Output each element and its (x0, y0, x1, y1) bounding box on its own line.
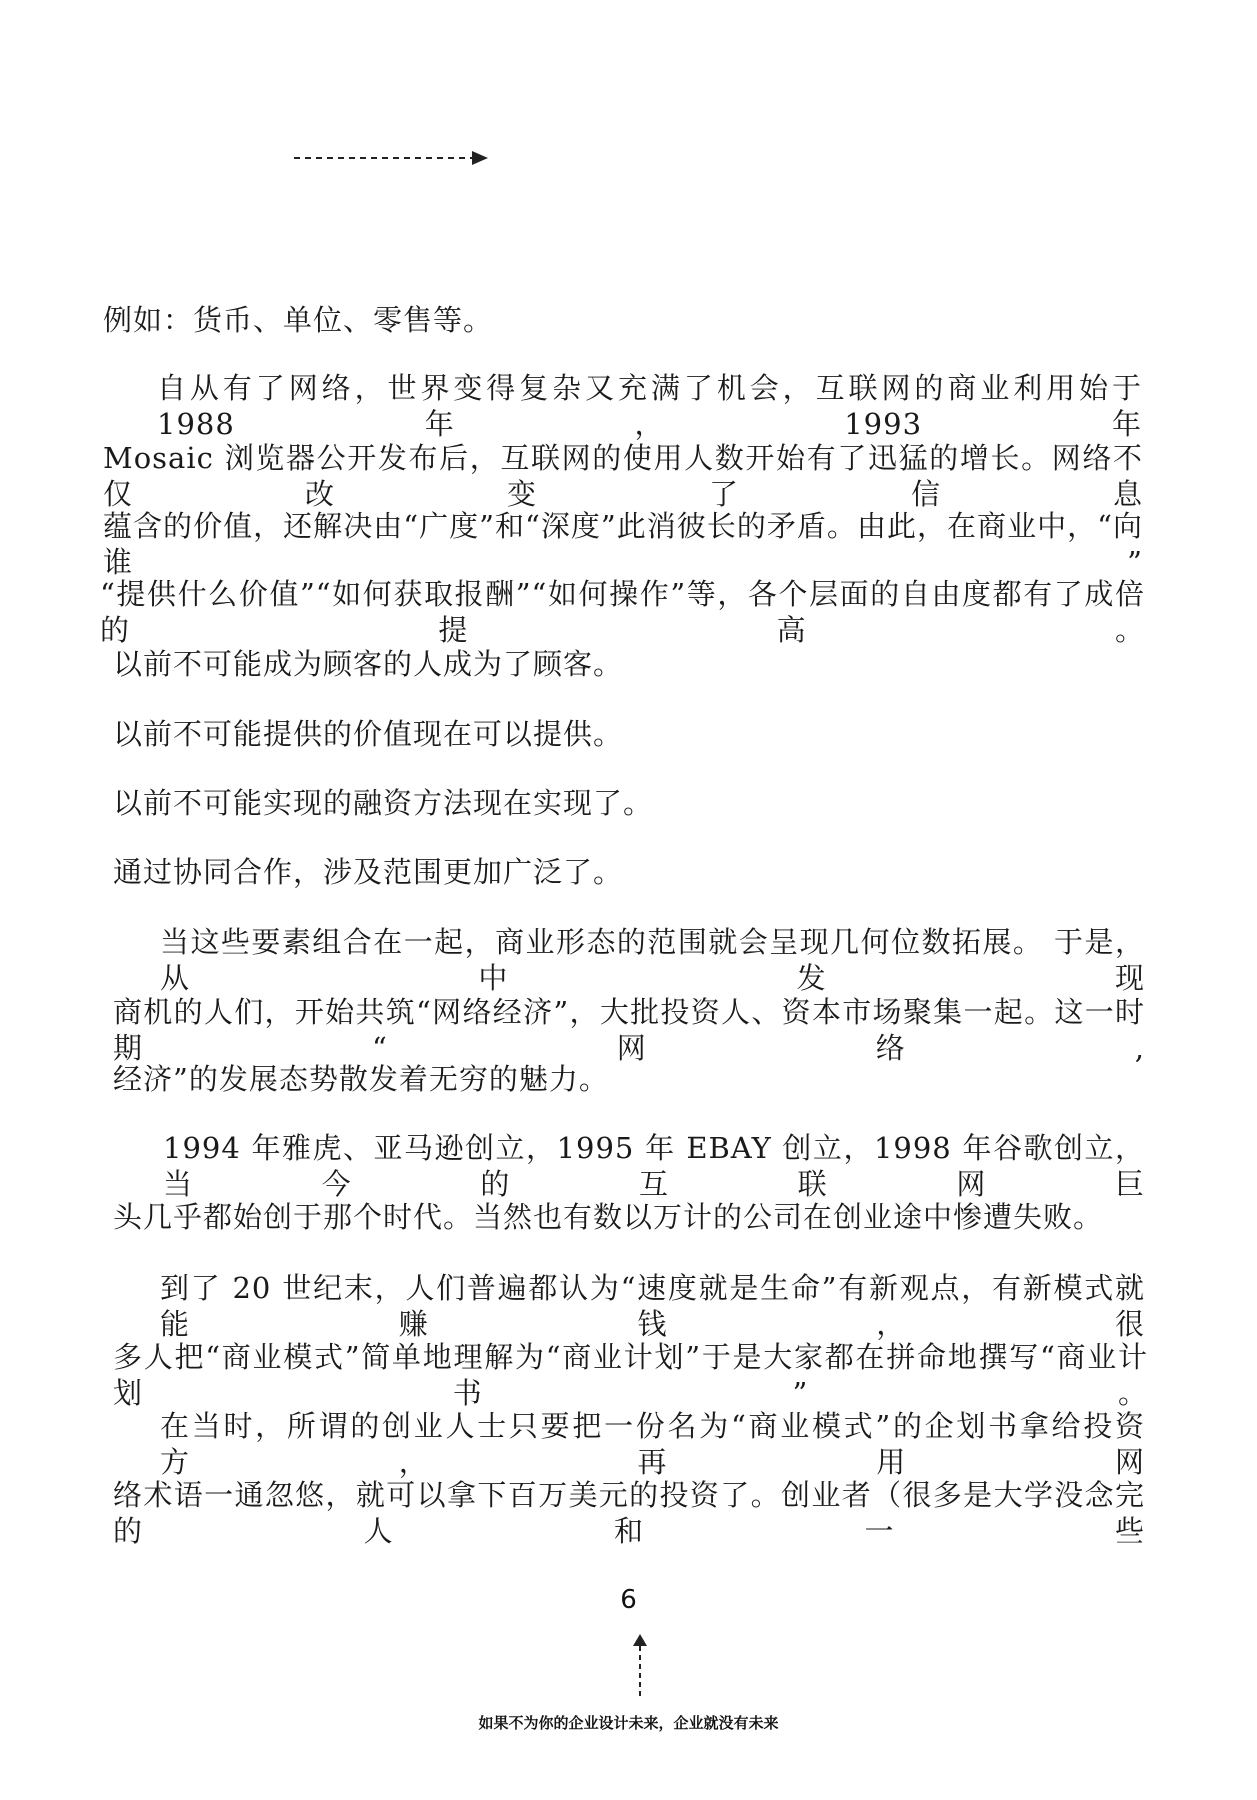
dashed-arrow-right-icon (292, 148, 492, 168)
footer-slogan: 如果不为你的企业设计未来，企业就没有未来 (478, 1714, 779, 1732)
text-line: 自从有了网络，世界变得复杂又充满了机会，互联网的商业利用始于 1988 年，1993 年 (157, 371, 1142, 441)
text-line: 头几乎都始创于那个时代。当然也有数以万计的公司在创业途中惨遭失败。 (113, 1200, 1104, 1234)
page-number: 6 (620, 1585, 637, 1615)
text-line: 1994 年雅虎、亚马逊创立，1995 年 EBAY 创立，1998 年谷歌创立，当今的互联网巨 (163, 1131, 1145, 1201)
text-line: 以前不可能提供的价值现在可以提供。 (113, 717, 624, 751)
text-line: 以前不可能实现的融资方法现在实现了。 (113, 786, 654, 820)
text-line: 通过协同合作，涉及范围更加广泛了。 (113, 855, 624, 889)
dashed-arrow-up-icon (630, 1632, 650, 1702)
text-line: “提供什么价值”“如何获取报酬”“如何操作”等，各个层面的自由度都有了成倍的提高。 (100, 577, 1145, 647)
text-line: 到了 20 世纪末，人们普遍都认为“速度就是生命”有新观点，有新模式就能赚钱，很 (160, 1271, 1145, 1341)
text-line: 例如：货币、单位、零售等。 (103, 303, 494, 337)
text-line: 以前不可能成为顾客的人成为了顾客。 (113, 647, 624, 681)
text-line: 络术语一通忽悠，就可以拿下百万美元的投资了。创业者（很多是大学没念完的人和一些 (113, 1478, 1145, 1548)
text-line: Mosaic 浏览器公开发布后，互联网的使用人数开始有了迅猛的增长。网络不仅改变了信息 (103, 441, 1143, 511)
text-line: 在当时，所谓的创业人士只要把一份名为“商业模式”的企划书拿给投资方，再用网 (160, 1409, 1145, 1479)
text-line: 蕴含的价值，还解决由“广度”和“深度”此消彼长的矛盾。由此，在商业中，“向谁” (103, 509, 1143, 579)
text-line: 经济”的发展态势散发着无穷的魅力。 (113, 1062, 609, 1096)
text-line: 当这些要素组合在一起，商业形态的范围就会呈现几何位数拓展。 于是，从中发现 (160, 925, 1145, 995)
text-line: 多人把“商业模式”简单地理解为“商业计划”于是大家都在拼命地撰写“商业计划书”。 (113, 1340, 1148, 1410)
text-line: 商机的人们，开始共筑“网络经济”，大批投资人、资本市场聚集一起。这一时期“网络, (113, 995, 1145, 1065)
